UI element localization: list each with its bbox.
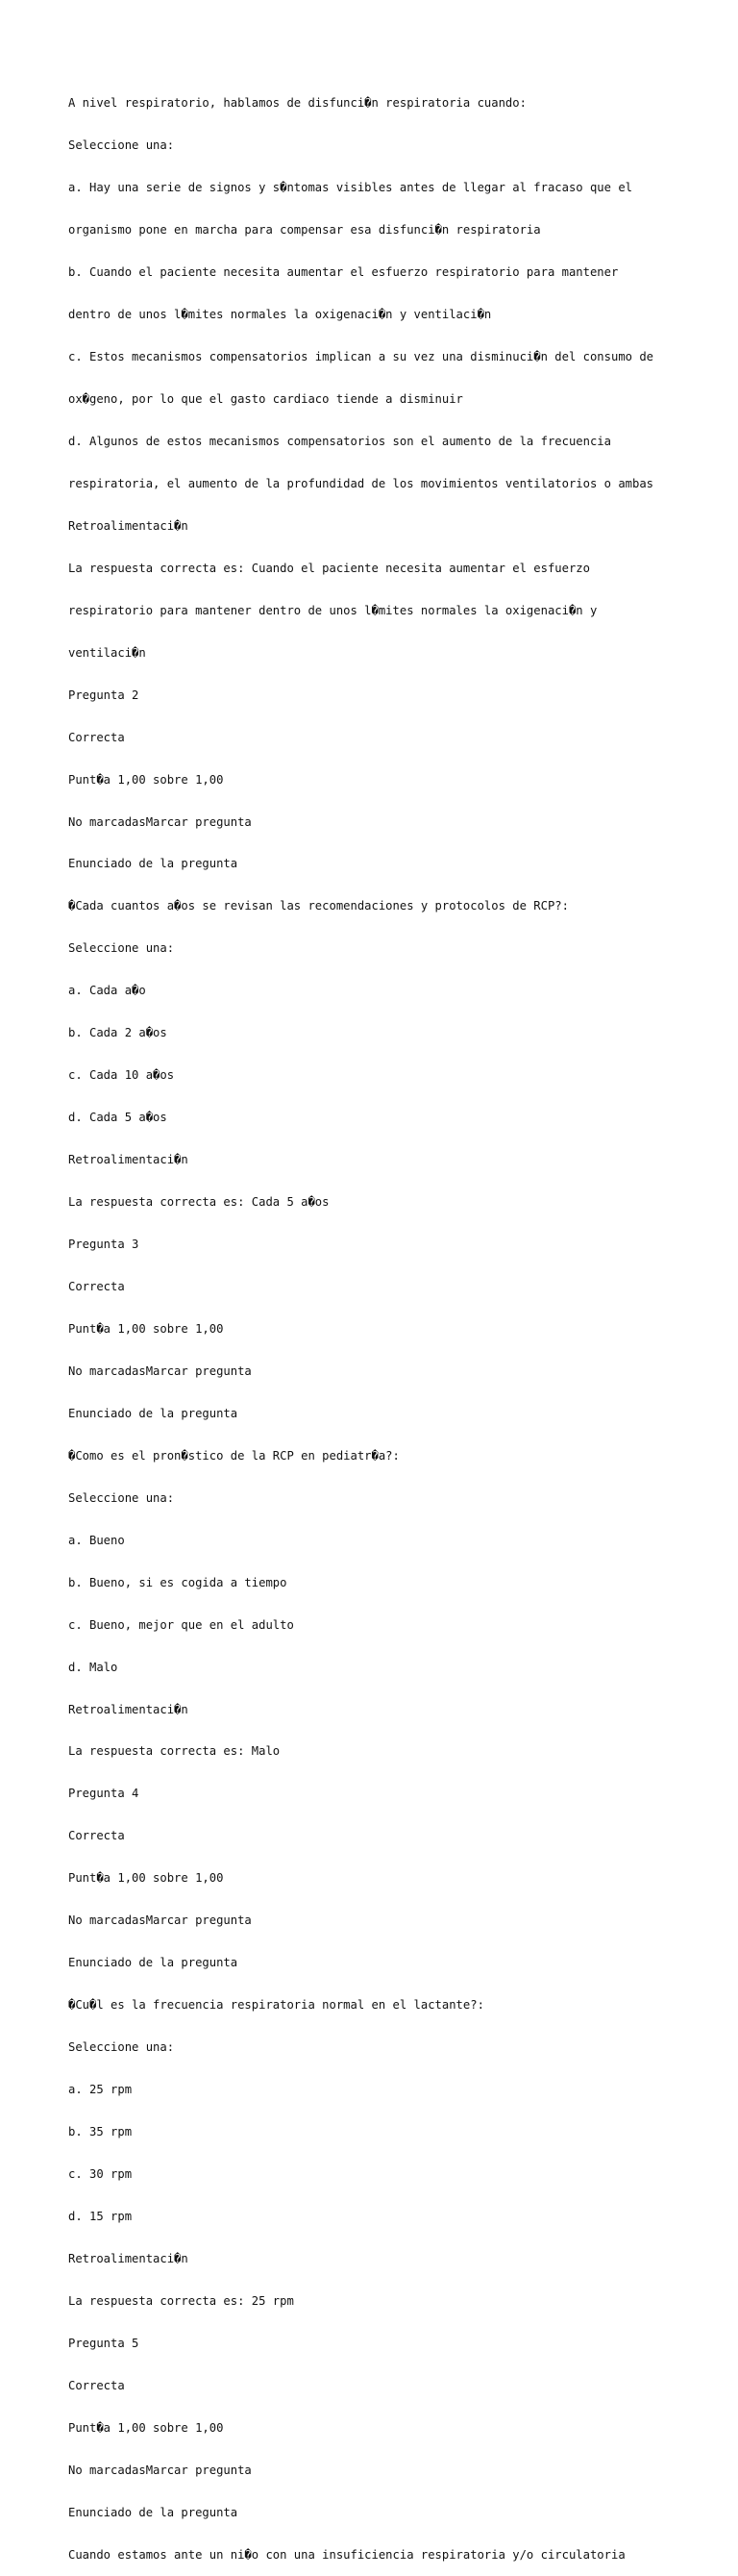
text-line: d. Cada 5 a�os: [68, 1111, 167, 1125]
text-line: �Cu�l es la frecuencia respiratoria normal en el lactante?:: [68, 1998, 484, 2013]
text-line: dentro de unos l�mites normales la oxigenaci�n y ventilaci�n: [68, 308, 492, 322]
text-line: Punt�a 1,00 sobre 1,00: [68, 772, 224, 787]
text-line: Seleccione una:: [68, 941, 175, 956]
text-line: c. 30 rpm: [68, 2167, 133, 2182]
text-line: No marcadasMarcar pregunta: [68, 814, 252, 829]
text-line: Retroalimentaci�n: [68, 2251, 188, 2265]
text-line: No marcadasMarcar pregunta: [68, 1363, 252, 1378]
text-line: b. 35 rpm: [68, 2125, 133, 2139]
text-line: �Como es el pron�stico de la RCP en pediatr�a?:: [68, 1448, 400, 1463]
text-line: La respuesta correcta es: 25 rpm: [68, 2293, 294, 2308]
text-line: a. 25 rpm: [68, 2083, 133, 2097]
text-line: Enunciado de la pregunta: [68, 1406, 238, 1420]
text-line: c. Bueno, mejor que en el adulto: [68, 1617, 294, 1632]
text-line: d. Algunos de estos mecanismos compensatorios son el aumento de la frecuencia: [68, 434, 611, 448]
text-line: Punt�a 1,00 sobre 1,00: [68, 2420, 224, 2435]
text-line: c. Cada 10 a�os: [68, 1068, 175, 1083]
text-line: respiratoria, el aumento de la profundidad de los movimientos ventilatorios o ambas: [68, 476, 654, 490]
text-line: Punt�a 1,00 sobre 1,00: [68, 1321, 224, 1336]
text-line: b. Cuando el paciente necesita aumentar el esfuerzo respiratorio para mantener: [68, 265, 619, 280]
text-line: d. 15 rpm: [68, 2209, 133, 2223]
text-line: a. Hay una serie de signos y s�ntomas visibles antes de llegar al fracaso que el: [68, 181, 632, 195]
text-line: organismo pone en marcha para compensar esa disfunci�n respiratoria: [68, 223, 541, 238]
text-line: �Cada cuantos a�os se revisan las recomendaciones y protocolos de RCP?:: [68, 899, 569, 913]
text-line: Enunciado de la pregunta: [68, 1956, 238, 1970]
text-line: Seleccione una:: [68, 138, 175, 153]
text-line: Correcta: [68, 730, 125, 744]
text-line: respiratorio para mantener dentro de unos l�mites normales la oxigenaci�n y: [68, 603, 598, 617]
text-line: Correcta: [68, 1280, 125, 1293]
text-line: La respuesta correcta es: Malo: [68, 1744, 281, 1759]
text-line: b. Cada 2 a�os: [68, 1026, 167, 1040]
text-line: Pregunta 5: [68, 2336, 139, 2350]
text-line: Pregunta 3: [68, 1238, 139, 1252]
text-line: ventilaci�n: [68, 645, 146, 660]
text-line: c. Estos mecanismos compensatorios implican a su vez una disminuci�n del consumo de: [68, 350, 654, 364]
text-line: La respuesta correcta es: Cada 5 a�os: [68, 1195, 330, 1210]
text-line: Punt�a 1,00 sobre 1,00: [68, 1871, 224, 1886]
text-line: A nivel respiratorio, hablamos de disfunci�n respiratoria cuando:: [68, 96, 527, 111]
text-line: No marcadasMarcar pregunta: [68, 1913, 252, 1928]
text-line: Pregunta 2: [68, 688, 139, 702]
document-text: [68, 68, 702, 2576]
text-line: ox�geno, por lo que el gasto cardiaco tiende a disminuir: [68, 391, 463, 406]
text-line: Cuando estamos ante un ni�o con una insuficiencia respiratoria y/o circulatoria: [68, 2547, 626, 2562]
text-line: Seleccione una:: [68, 1490, 175, 1505]
text-line: Retroalimentaci�n: [68, 1153, 188, 1167]
text-line: Enunciado de la pregunta: [68, 857, 238, 871]
text-line: La respuesta correcta es: Cuando el paciente necesita aumentar el esfuerzo: [68, 561, 590, 575]
text-line: b. Bueno, si es cogida a tiempo: [68, 1575, 287, 1589]
text-line: Pregunta 4: [68, 1787, 139, 1801]
text-line: Seleccione una:: [68, 2040, 175, 2055]
text-line: a. Bueno: [68, 1533, 125, 1547]
text-line: Correcta: [68, 2378, 125, 2392]
text-line: a. Cada a�o: [68, 984, 146, 998]
text-line: No marcadasMarcar pregunta: [68, 2463, 252, 2477]
text-line: Enunciado de la pregunta: [68, 2505, 238, 2519]
text-line: Retroalimentaci�n: [68, 1702, 188, 1716]
text-line: d. Malo: [68, 1660, 118, 1674]
text-line: Correcta: [68, 1829, 125, 1843]
text-line: Retroalimentaci�n: [68, 518, 188, 533]
